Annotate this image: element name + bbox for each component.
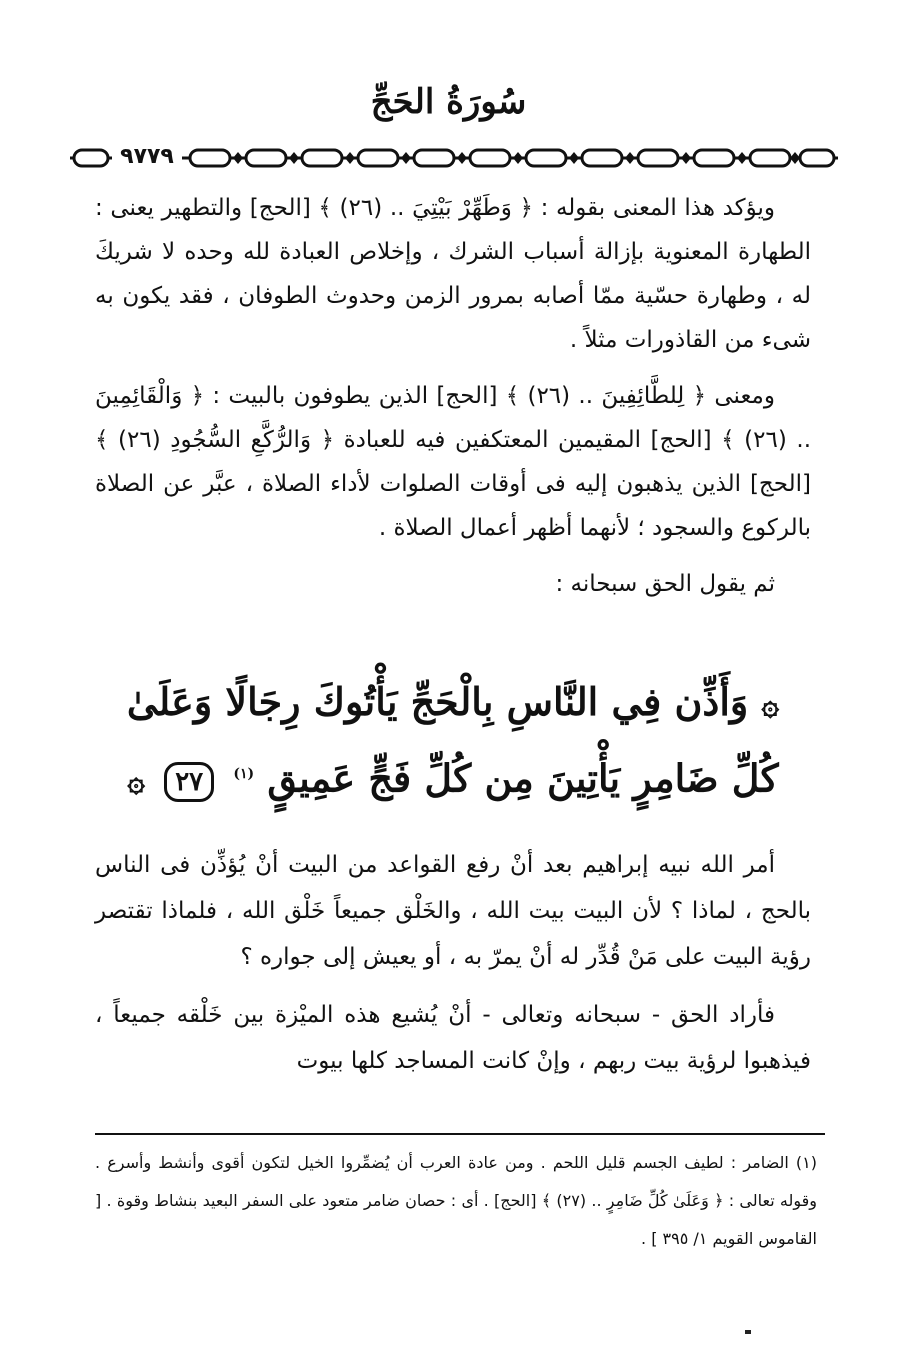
verse-line-2-text: كُلِّ ضَامِرٍ يَأْتِينَ مِن كُلِّ فَجٍّ عَمِيقٍ [267,755,779,801]
paragraph-spread-merit: فأراد الحق - سبحانه وتعالى - أنْ يُشيع هذه الميْزة بين خَلْقه جميعاً ، فيذهبوا لرؤية بيت ربهم ، وإنْ كانت المساجد كلها بيوت [95,1002,811,1074]
verse-number-badge: ٢٧ [164,762,214,802]
footnote-marker: (١) [233,765,255,782]
footnote-separator [95,1133,825,1135]
verse-close-ornament: ۞ [127,763,145,799]
verse-open-ornament: ۞ [761,687,780,723]
verse-line-1-text: وَأَذِّن فِي النَّاسِ بِالْحَجِّ يَأْتُوكَ رِجَالًا وَعَلَىٰ [126,679,749,724]
body-text-top [95,186,811,618]
surah-title: سُورَةُ الحَجِّ [370,82,527,122]
paragraph-purification: ويؤكد هذا المعنى بقوله : ﴿ وَطَهِّرْ بَيْتِيَ .. (٢٦) ﴾ [الحج] والتطهير يعنى : الطهارة المعنوية بإزالة أسباب الشرك ، وإخلاص العبادة لله وحده لا شريكَ له ، وطهارة حسّية ممّا أصابه بمرور الزمن وحدوث الطوفان ، فقد يكون به شىء من القاذورات مثلاً . [95,195,811,353]
header-ornament-border [70,146,838,170]
paragraph-intro-verse: ثم يقول الحق سبحانه : [555,571,775,597]
scan-mark [745,1330,751,1334]
body-text-bottom [95,842,811,1096]
paragraph-call-to-hajj: أمر الله نبيه إبراهيم بعد أنْ رفع القواعد من البيت أنْ يُؤذِّن فى الناس بالحج ، لماذا ؟ لأن البيت بيت الله ، والخَلْق جميعاً خَلْق الله ، فلماذا تقتصر رؤية البيت على مَنْ قُدِّر له أنْ يمرّ به ، أو يعيش إلى جواره ؟ [95,852,811,970]
verse-line-2 [95,740,811,816]
verse-line-1 [95,668,811,740]
footnote: (١) الضامر : لطيف الجسم قليل اللحم . ومن عادة العرب أن يُضمِّروا الخيل لتكون أقوى وأنشط وأسرع . وقوله تعالى : ﴿ وَعَلَىٰ كُلِّ ضَامِرٍ .. (٢٧) ﴾ [الحج] . أى : حصان ضامر متعود على السفر البعيد بنشاط وقوة . [ القاموس القويم ١/ ٣٩٥ ] . [95,1153,818,1248]
paragraph-meanings: ومعنى ﴿ لِلطَّائِفِينَ .. (٢٦) ﴾ [الحج] الذين يطوفون بالبيت : ﴿ وَالْقَائِمِينَ .. (٢٦) ﴾ [الحج] المقيمين المعتكفين فيه للعبادة ﴿ وَالرُّكَّعِ السُّجُودِ (٢٦) ﴾ [الحج] الذين يذهبون إليه فى أوقات الصلوات لأداء الصلاة ، عبَّر عن الصلاة بالركوع والسجود ؛ لأنهما أظهر أعمال الصلاة . [95,383,811,541]
page-number: ٩٧٧٩ [112,144,182,170]
quran-verse [95,668,811,816]
